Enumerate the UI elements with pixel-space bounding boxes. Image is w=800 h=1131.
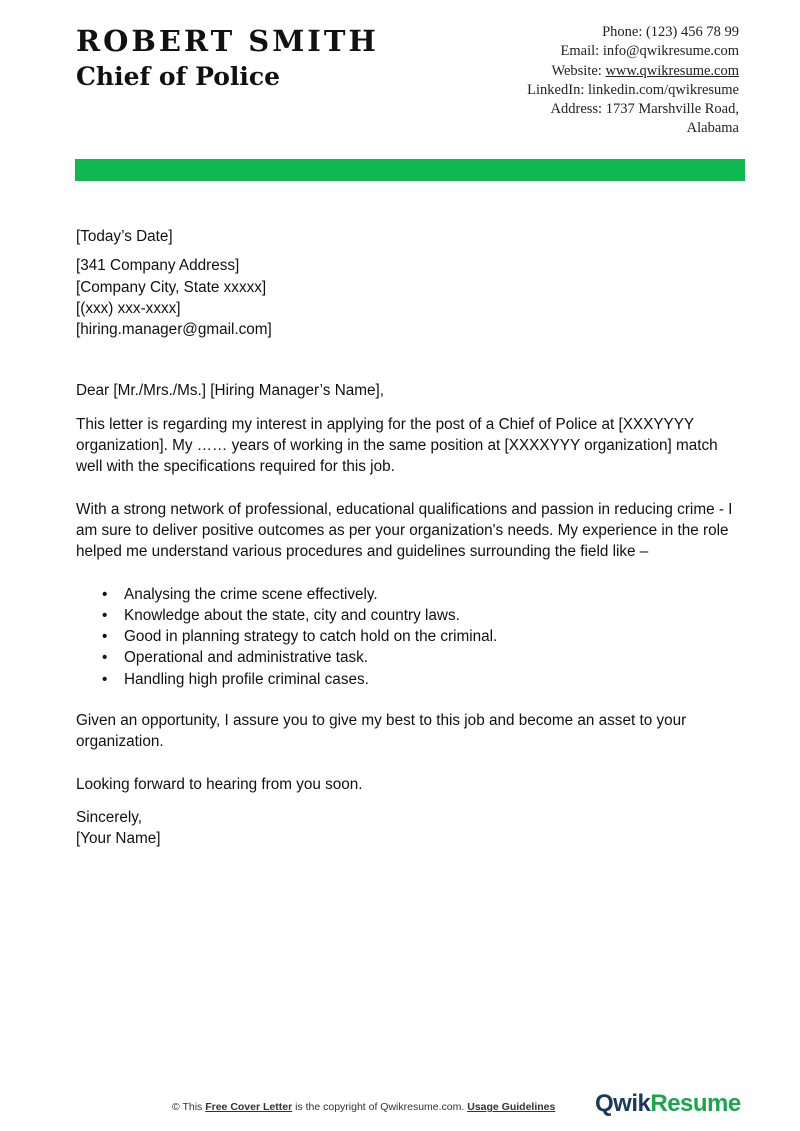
list-item-text: Handling high profile criminal cases. — [124, 670, 369, 688]
contact-block — [419, 23, 739, 139]
contact-phone: Phone: (123) 456 78 99 — [602, 24, 739, 40]
job-title: Chief of Police — [76, 62, 280, 91]
free-cover-letter-link[interactable]: Free Cover Letter — [205, 1101, 293, 1113]
list-item — [102, 584, 748, 605]
logo-part-qwik: Qwik — [595, 1090, 651, 1117]
paragraph-closing-line: Looking forward to hearing from you soon. — [76, 775, 363, 793]
recipient-address: [341 Company Address] — [76, 257, 240, 275]
usage-guidelines-link[interactable]: Usage Guidelines — [467, 1101, 556, 1113]
bullet-icon: • — [102, 628, 108, 646]
skills-list — [76, 584, 748, 690]
footer — [0, 1090, 800, 1120]
contact-email: Email: info@qwikresume.com — [560, 43, 739, 60]
contact-linkedin: LinkedIn: linkedin.com/qwikresume — [527, 81, 739, 98]
footer-middle: is the copyright of Qwikresume.com. — [292, 1101, 468, 1113]
letter-body — [76, 226, 748, 850]
paragraph-experience: With a strong network of professional, educational qualifications and passion in reducing crime - I am sure to deliver positive outcomes as per your organization's needs. My experience in the role helped me understand various procedures and guidelines surrounding the field like – — [76, 500, 733, 561]
qwikresume-logo — [595, 1090, 741, 1118]
copyright-notice — [172, 1101, 555, 1113]
list-item — [102, 626, 748, 647]
closing: Sincerely, — [76, 808, 143, 826]
website-label: Website: — [551, 62, 606, 79]
paragraph-opportunity: Given an opportunity, I assure you to give my best to this job and become an asset to your organization. — [76, 712, 687, 751]
accent-divider-bar — [75, 159, 745, 181]
recipient-email: [hiring.manager@gmail.com] — [76, 321, 272, 339]
list-item-text: Analysing the crime scene effectively. — [124, 585, 378, 603]
bullet-icon: • — [102, 585, 108, 603]
list-item — [102, 647, 748, 668]
contact-address-line1: Address: 1737 Marshville Road, — [550, 101, 739, 118]
contact-website — [419, 62, 739, 81]
signature: [Your Name] — [76, 830, 161, 848]
list-item-text: Operational and administrative task. — [124, 649, 369, 667]
footer-prefix: © This — [172, 1101, 206, 1113]
paragraph-intro: This letter is regarding my interest in applying for the post of a Chief of Police at [XXXYYYY organization]. My …… years of working in the same position at [XXXXYYY organization] match well with the specifications required for this job. — [76, 415, 718, 476]
contact-address-line2: Alabama — [686, 120, 739, 137]
bullet-icon: • — [102, 649, 108, 667]
logo-part-resume: Resume — [650, 1090, 741, 1117]
list-item-text: Good in planning strategy to catch hold on the criminal. — [124, 628, 498, 646]
list-item — [102, 669, 748, 690]
recipient-city-state: [Company City, State xxxxx] — [76, 278, 267, 296]
list-item-text: Knowledge about the state, city and country laws. — [124, 606, 460, 624]
salutation: Dear [Mr./Mrs./Ms.] [Hiring Manager’s Name], — [76, 382, 384, 400]
letter-date: [Today’s Date] — [76, 228, 173, 245]
list-item — [102, 605, 748, 626]
bullet-icon: • — [102, 606, 108, 624]
recipient-block — [76, 255, 748, 340]
applicant-name: ROBERT SMITH — [76, 24, 379, 58]
recipient-phone: [(xxx) xxx-xxxx] — [76, 299, 181, 317]
website-link[interactable]: www.qwikresume.com — [605, 62, 739, 79]
bullet-icon: • — [102, 670, 108, 688]
